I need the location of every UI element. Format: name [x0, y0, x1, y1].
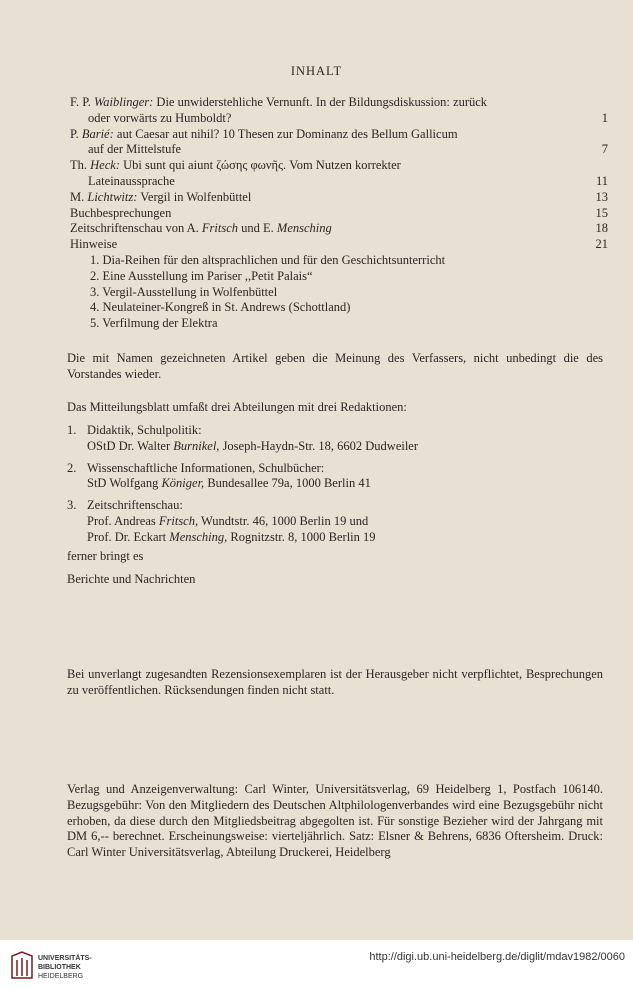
- toc-author: Heck:: [90, 158, 120, 173]
- list-item: 5. Verfilmung der Elektra: [90, 316, 218, 331]
- toc-entry[interactable]: Buchbesprechungen 15: [70, 205, 608, 220]
- svg-text:HEIDELBERG: HEIDELBERG: [38, 973, 84, 980]
- toc-entry[interactable]: Hinweise 21: [70, 237, 608, 252]
- intro-text: Das Mitteilungsblatt umfaßt drei Abteilungen mit drei Redaktionen:: [67, 400, 407, 414]
- rezension-text: Bei unverlangt zugesandten Rezensionsexemplaren ist der Herausgeber nicht verpflichtet, Besprechungen zu veröffentlichen. Rücksendungen finden nicht statt.: [67, 667, 603, 697]
- toc-entry[interactable]: F. P. Waiblinger: Die unwiderstehliche Vernunft. In der Bildungsdiskussion: zurück oder vorwärts zu Humboldt? 1: [70, 95, 608, 125]
- toc-page-number: 21: [595, 237, 608, 252]
- toc-author: Waiblinger:: [94, 95, 154, 109]
- list-item: 3. Vergil-Ausstellung in Wolfenbüttel: [90, 284, 278, 299]
- department-item: 2. Wissenschaftliche Informationen, Schulbücher: StD Wolfgang Königer, Bundesallee 79a, 1000 Berlin 41: [67, 460, 371, 491]
- toc-entry[interactable]: M. Lichtwitz: Vergil in Wolfenbüttel 13: [70, 189, 608, 204]
- hinweise-list: [70, 253, 608, 332]
- toc-page-number: 13: [595, 189, 608, 204]
- toc-page-number: 15: [595, 205, 608, 220]
- list-item: 1. Dia-Reihen für den altsprachlichen und für den Geschichtsunterricht: [90, 252, 446, 267]
- toc-page-number: 11: [595, 173, 608, 188]
- toc-author: Barié:: [81, 126, 114, 141]
- page-title: INHALT: [290, 64, 343, 78]
- list-item: 4. Neulateiner-Kongreß in St. Andrews (Schottland): [90, 300, 351, 315]
- toc-page-number: 7: [601, 142, 608, 157]
- library-logo[interactable]: [6, 948, 136, 984]
- toc-author: Lichtwitz:: [87, 189, 138, 204]
- disclaimer-text: Die mit Namen gezeichneten Artikel geben die Meinung des Verfassers, nicht unbedingt die des Vorstandes wieder.: [67, 351, 603, 381]
- library-logo-icon: [6, 948, 136, 984]
- table-of-contents: [70, 95, 608, 332]
- toc-entry[interactable]: P. Barié: aut Caesar aut nihil? 10 Thesen zur Dominanz des Bellum Gallicum auf der Mittelstufe 7: [70, 126, 608, 157]
- toc-entry[interactable]: Zeitschriftenschau von A. Fritsch und E. Mensching 18: [70, 221, 608, 236]
- departments-list: [67, 423, 603, 546]
- toc-page-number: 1: [601, 110, 608, 125]
- svg-text:BIBLIOTHEK: BIBLIOTHEK: [38, 964, 81, 971]
- source-url-link[interactable]: http://digi.ub.uni-heidelberg.de/diglit/mdav1982/0060: [369, 951, 625, 963]
- berichte-text: Berichte und Nachrichten: [67, 572, 196, 586]
- ferner-text: ferner bringt es: [67, 549, 144, 563]
- department-item: 1. Didaktik, Schulpolitik: OStD Dr. Walter Burnikel, Joseph-Haydn-Str. 18, 6602 Dudweiler: [67, 423, 419, 453]
- verlag-text: Verlag und Anzeigenverwaltung: Carl Winter, Universitätsverlag, 69 Heidelberg 1, Postfach 106140. Bezugsgebühr: Von den Mitgliedern des Deutschen Altphilologenverbandes wird eine Bezugsgebühr nicht erhoben, da diese durch den Mitgliedsbeitrag abgegolten ist. Für sonstige Bezieher wird der Jahrgang mit DM 6,-- berechnet. Erscheinungsweise: vierteljährlich. Satz: Elsner & Behrens, 6836 Oftersheim. Druck: Carl Winter Universitätsverlag, Abteilung Druckerei, Heidelberg: [67, 782, 603, 860]
- toc-entry[interactable]: Th. Heck: Ubi sunt qui aiunt ζώσης φωνῆς. Vom Nutzen korrekter Lateinaussprache 11: [70, 158, 608, 188]
- department-item: 3. Zeitschriftenschau: Prof. Andreas Fritsch, Wundtstr. 46, 1000 Berlin 19 und Prof. Dr. Eckart Mensching, Rognitzstr. 8, 1000 Berlin 19: [67, 498, 376, 544]
- svg-text:UNIVERSITÄTS-: UNIVERSITÄTS-: [38, 955, 92, 962]
- toc-page-number: 18: [595, 221, 608, 236]
- list-item: 2. Eine Ausstellung im Pariser ,,Petit Palais“: [90, 268, 313, 283]
